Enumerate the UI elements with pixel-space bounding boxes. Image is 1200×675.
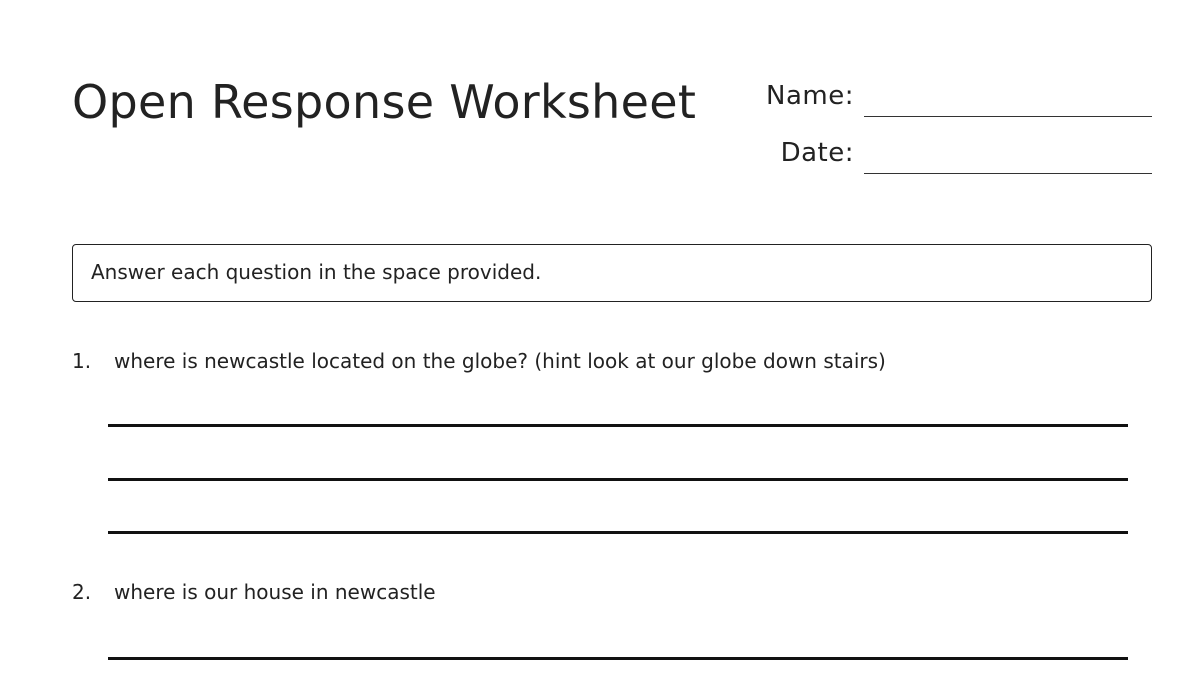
answer-line-3[interactable] — [108, 531, 1128, 534]
date-field[interactable] — [864, 173, 1152, 174]
answer-line-2[interactable] — [108, 478, 1128, 481]
question-number: 2. — [72, 580, 92, 604]
name-field[interactable] — [864, 116, 1152, 117]
date-row — [740, 135, 1152, 175]
question-text: where is newcastle located on the globe? (hint look at our globe down stairs) — [114, 349, 886, 373]
question-text: where is our house in newcastle — [114, 580, 436, 604]
answer-line-1[interactable] — [108, 657, 1128, 660]
answer-line-1[interactable] — [108, 424, 1128, 427]
date-label: Date: — [780, 138, 854, 168]
worksheet-title: Open Response Worksheet — [72, 75, 697, 129]
question-number: 1. — [72, 349, 92, 373]
name-label: Name: — [766, 81, 854, 111]
instructions-box: Answer each question in the space provided. — [72, 244, 1152, 302]
name-row — [740, 78, 1152, 118]
